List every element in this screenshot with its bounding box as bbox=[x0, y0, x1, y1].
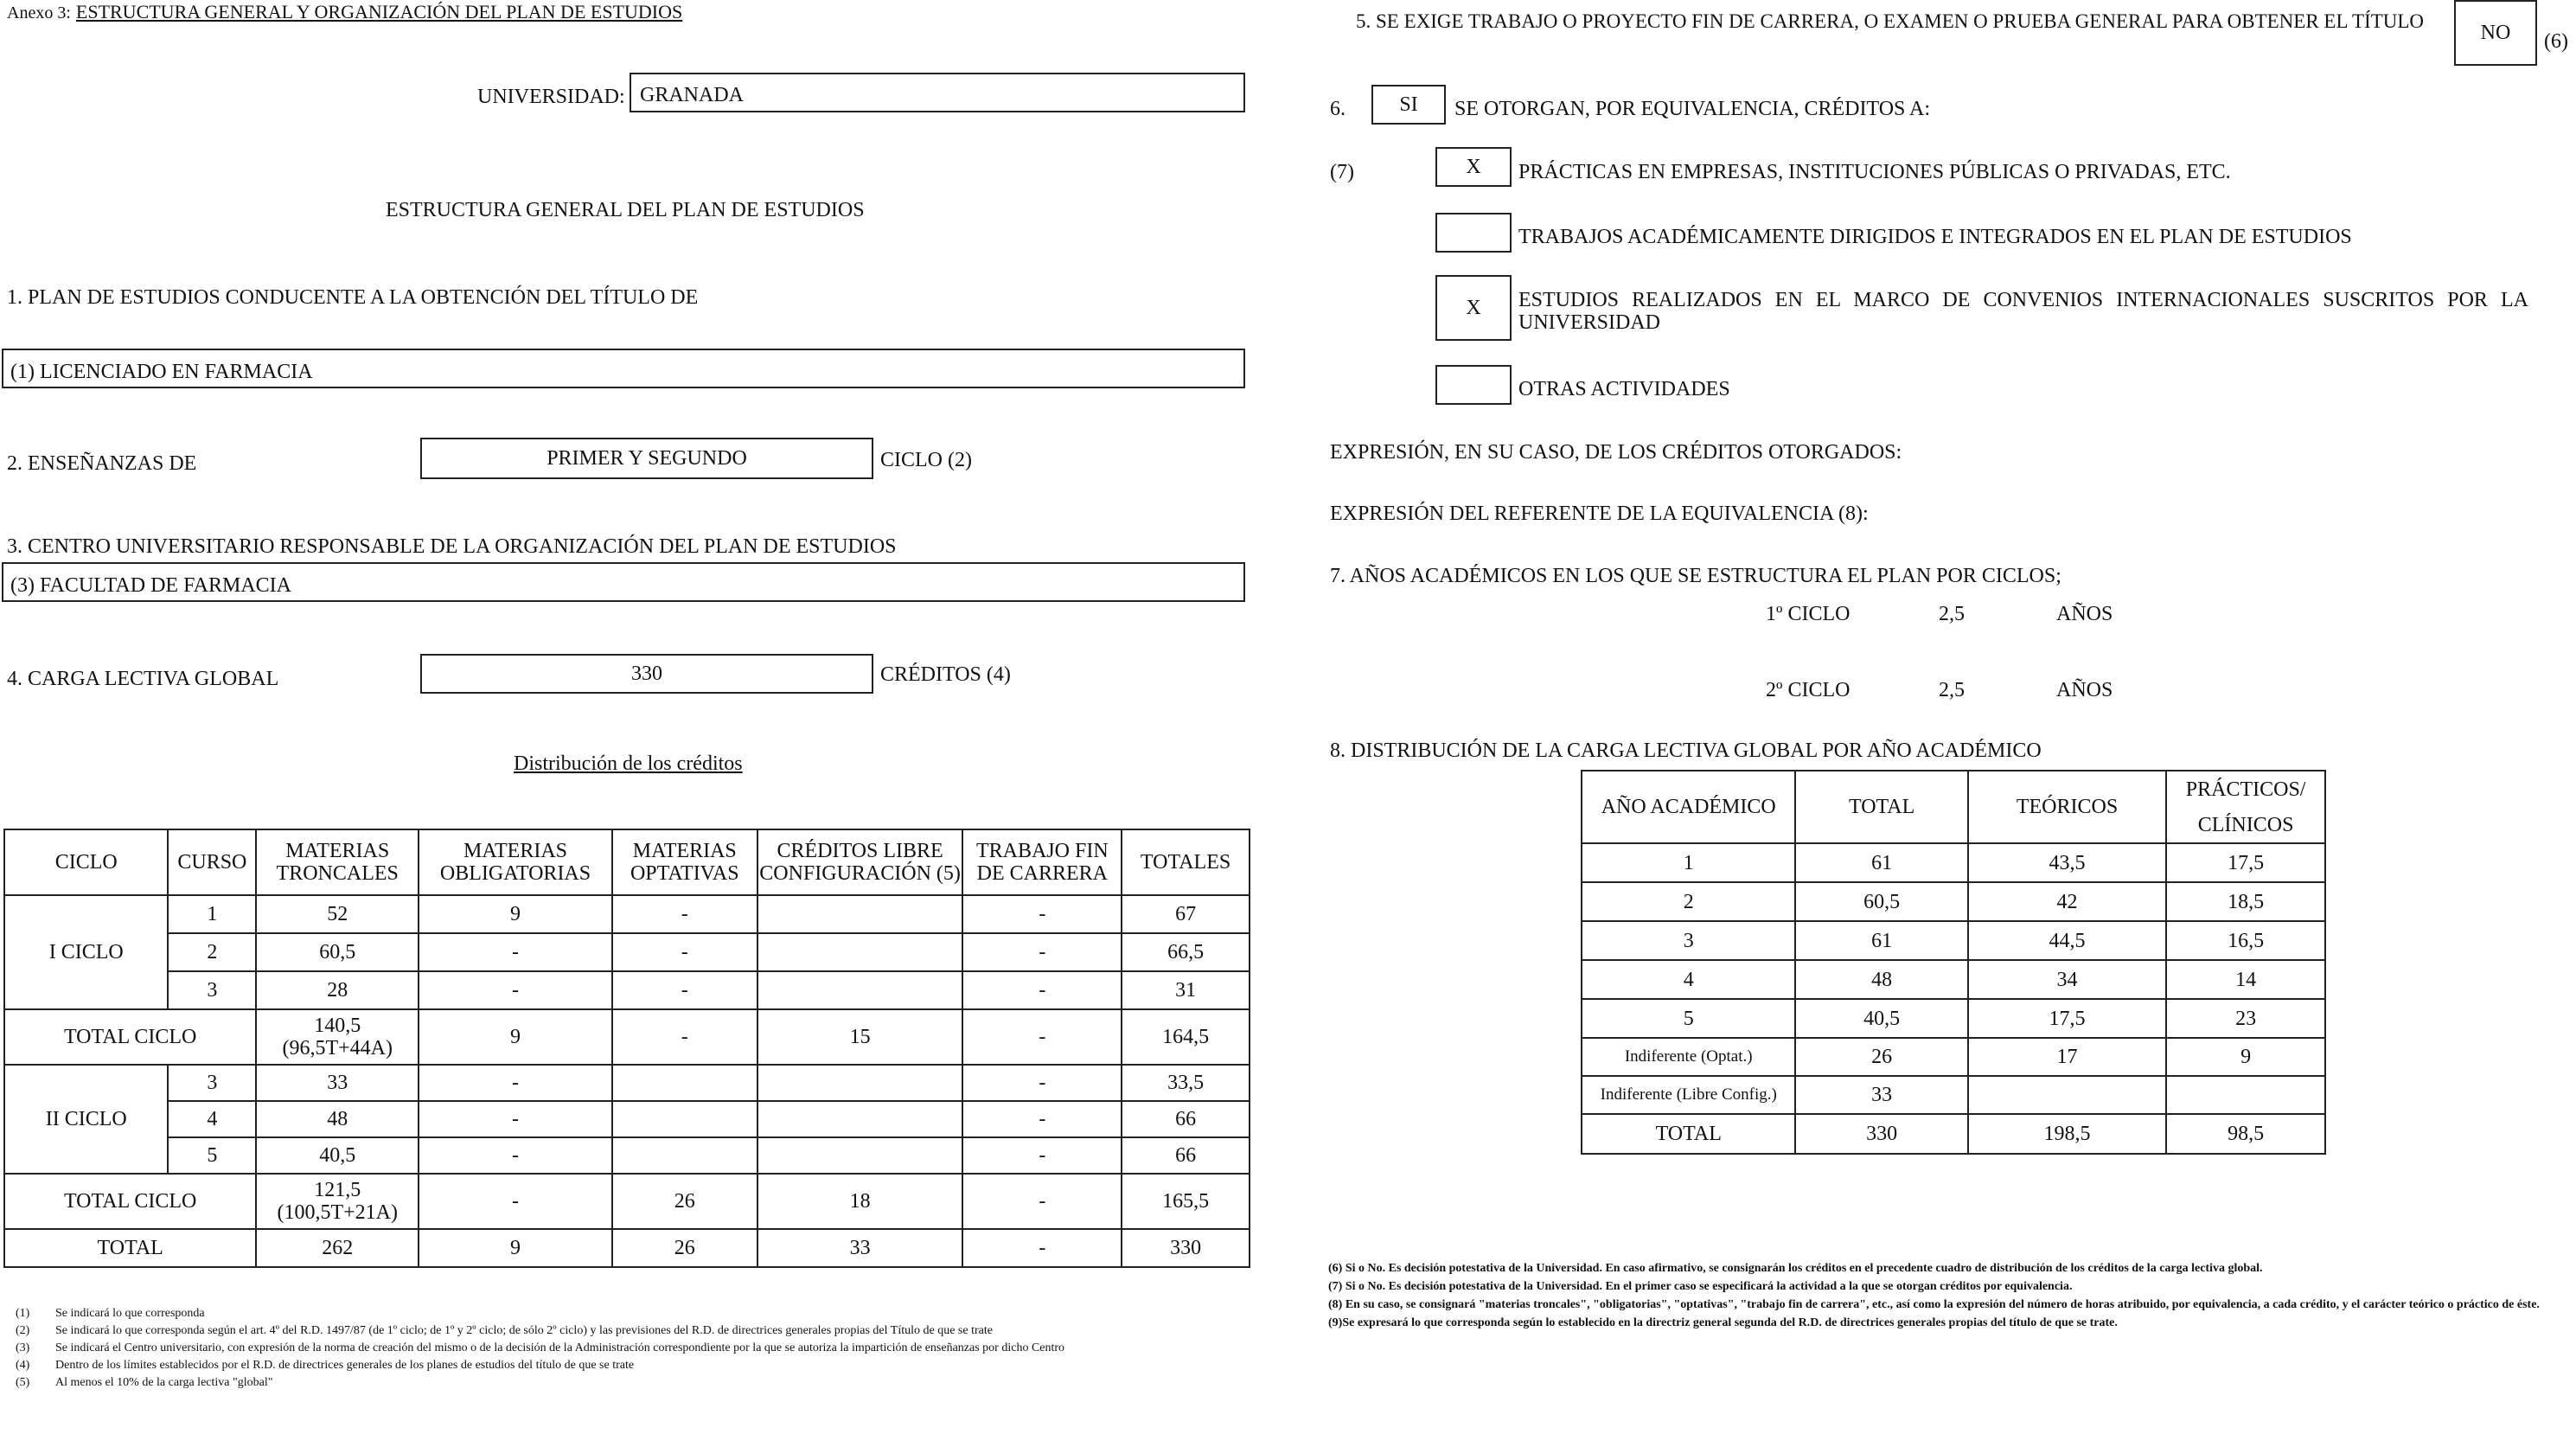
section-2-suffix: CICLO (2) bbox=[880, 449, 972, 471]
checkbox-international[interactable] bbox=[1435, 275, 1512, 341]
cell: 18 bbox=[757, 1174, 963, 1229]
cell: 16,5 bbox=[2166, 921, 2325, 960]
cycle-1-years-value: 2,5 bbox=[1939, 603, 1965, 625]
footnote: (6) Si o No. Es decisión potestativa de la Universidad. En caso afirmativo, se consignarán los créditos en el precedente cuadro de distribución de los créditos de la carga lectiva global. bbox=[1328, 1262, 2263, 1275]
final-project-field[interactable] bbox=[2454, 0, 2537, 66]
header-free-config: CRÉDITOS LIBRE CONFIGURACIÓN (5) bbox=[757, 829, 963, 895]
cell: 165,5 bbox=[1122, 1174, 1250, 1229]
teaching-cycles-value: PRIMER Y SEGUNDO bbox=[547, 447, 747, 470]
cell: 67 bbox=[1122, 895, 1250, 933]
cell: 42 bbox=[1968, 882, 2166, 921]
cell: - bbox=[962, 1137, 1122, 1174]
core-total: 121,5 bbox=[314, 1179, 361, 1201]
cell: 198,5 bbox=[1968, 1114, 2166, 1154]
cell: 43,5 bbox=[1968, 843, 2166, 882]
cell: 31 bbox=[1122, 971, 1250, 1009]
header-mandatory: MATERIAS OBLIGATORIAS bbox=[419, 829, 612, 895]
annex-heading bbox=[7, 0, 682, 25]
cell: 40,5 bbox=[1795, 999, 1967, 1038]
cell: - bbox=[612, 1009, 757, 1065]
section-5-note: (6) bbox=[2544, 30, 2568, 53]
section-7-label: 7. AÑOS ACADÉMICOS EN LOS QUE SE ESTRUCTURA EL PLAN POR CICLOS; bbox=[1330, 565, 2061, 587]
cell: - bbox=[962, 1229, 1122, 1267]
cycle-1-years-label: 1º CICLO bbox=[1766, 603, 1851, 625]
cell: 4 bbox=[168, 1101, 256, 1137]
cell: 26 bbox=[612, 1174, 757, 1229]
table-header-row bbox=[4, 829, 1250, 895]
general-structure-title: ESTRUCTURA GENERAL DEL PLAN DE ESTUDIOS bbox=[386, 199, 865, 221]
cell: 98,5 bbox=[2166, 1114, 2325, 1154]
cell: 66 bbox=[1122, 1101, 1250, 1137]
table-row bbox=[1582, 960, 2325, 999]
cell bbox=[757, 895, 963, 933]
cell: 3 bbox=[168, 1065, 256, 1101]
cell: - bbox=[962, 933, 1122, 971]
table-row bbox=[1582, 1038, 2325, 1076]
section-5-text: 5. SE EXIGE TRABAJO O PROYECTO FIN DE CARRERA, O EXAMEN O PRUEBA GENERAL PARA OBTENER EL TÍTULO bbox=[1356, 10, 2425, 32]
cell: 18,5 bbox=[2166, 882, 2325, 921]
cell: 40,5 bbox=[256, 1137, 419, 1174]
footnote-text: Al menos el 10% de la carga lectiva "global" bbox=[55, 1376, 273, 1389]
cell: 330 bbox=[1795, 1114, 1967, 1154]
cell: 48 bbox=[256, 1101, 419, 1137]
grand-total-label: TOTAL bbox=[4, 1229, 256, 1267]
cell: 3 bbox=[168, 971, 256, 1009]
annex-title: ESTRUCTURA GENERAL Y ORGANIZACIÓN DEL PLAN DE ESTUDIOS bbox=[75, 1, 683, 22]
year-distribution-table bbox=[1581, 770, 2326, 1155]
footnote bbox=[16, 1358, 1249, 1373]
credits-distribution-table bbox=[3, 829, 1250, 1268]
option-other-label: OTRAS ACTIVIDADES bbox=[1518, 378, 1730, 400]
footnote-text: Dentro de los límites establecidos por el R.D. de directrices generales de los planes de estudios del título de que se trate bbox=[55, 1359, 635, 1372]
cell: 15 bbox=[757, 1009, 963, 1065]
cell: 60,5 bbox=[1795, 882, 1967, 921]
footnotes-left bbox=[16, 1306, 1249, 1391]
cell: 9 bbox=[419, 1009, 612, 1065]
header-totals: TOTALES bbox=[1122, 829, 1250, 895]
university-label: UNIVERSIDAD: bbox=[477, 86, 625, 108]
footnote bbox=[16, 1306, 1249, 1322]
cell: 44,5 bbox=[1968, 921, 2166, 960]
cell bbox=[757, 971, 963, 1009]
footnote-num: (1) bbox=[16, 1307, 30, 1320]
cell: 66 bbox=[1122, 1137, 1250, 1174]
cell bbox=[612, 1101, 757, 1137]
cell: - bbox=[612, 933, 757, 971]
section-8-label: 8. DISTRIBUCIÓN DE LA CARGA LECTIVA GLOBAL POR AÑO ACADÉMICO bbox=[1330, 739, 2042, 762]
table-row bbox=[1582, 1076, 2325, 1114]
cell: 23 bbox=[2166, 999, 2325, 1038]
core-breakdown: (100,5T+21A) bbox=[277, 1201, 398, 1224]
cell: 17 bbox=[1968, 1038, 2166, 1076]
cell: 5 bbox=[168, 1137, 256, 1174]
option-international-label: ESTUDIOS REALIZADOS EN EL MARCO DE CONVENIOS INTERNACIONALES SUSCRITOS POR LA UNIVERSIDAD bbox=[1518, 289, 2528, 334]
total-cycle-2-row bbox=[4, 1174, 1250, 1229]
cell bbox=[757, 933, 963, 971]
equivalence-value: SI bbox=[1399, 93, 1418, 116]
table-row bbox=[1582, 999, 2325, 1038]
note-7: (7) bbox=[1330, 161, 1354, 183]
option-directed-work-label: TRABAJOS ACADÉMICAMENTE DIRIGIDOS E INTEGRADOS EN EL PLAN DE ESTUDIOS bbox=[1518, 226, 2352, 248]
cell: - bbox=[419, 1137, 612, 1174]
cell bbox=[2166, 1076, 2325, 1114]
cell: - bbox=[962, 1009, 1122, 1065]
cell: TOTAL bbox=[1582, 1114, 1795, 1154]
table-row bbox=[4, 1101, 1250, 1137]
cell: 9 bbox=[419, 895, 612, 933]
footnote: (8) En su caso, se consignará "materias troncales", "obligatorias", "optativas", "trabajo fin de carrera", etc., así como la expresión del número de horas atribuido, por equivalencia, a cada crédito, y el carácter teórico o práctico de éste. bbox=[1328, 1298, 2540, 1311]
footnote-num: (5) bbox=[16, 1376, 30, 1389]
section-4-label: 4. CARGA LECTIVA GLOBAL bbox=[7, 668, 279, 690]
cell: - bbox=[962, 971, 1122, 1009]
table-row bbox=[4, 1137, 1250, 1174]
cell bbox=[612, 1065, 757, 1101]
cell bbox=[256, 1174, 419, 1229]
footnote bbox=[16, 1323, 1249, 1339]
cell bbox=[757, 1137, 963, 1174]
faculty-field[interactable] bbox=[2, 562, 1245, 602]
cell: 61 bbox=[1795, 921, 1967, 960]
cell: 33,5 bbox=[1122, 1065, 1250, 1101]
section-2-label: 2. ENSEÑANZAS DE bbox=[7, 452, 197, 475]
cell: - bbox=[962, 1101, 1122, 1137]
total-cycle-label: TOTAL CICLO bbox=[4, 1009, 256, 1065]
header-course: CURSO bbox=[168, 829, 256, 895]
faculty-value: (3) FACULTAD DE FARMACIA bbox=[10, 574, 291, 597]
cell bbox=[757, 1101, 963, 1137]
cell: Indiferente (Libre Config.) bbox=[1582, 1076, 1795, 1114]
cell: 66,5 bbox=[1122, 933, 1250, 971]
cell: Indiferente (Optat.) bbox=[1582, 1038, 1795, 1076]
university-value: GRANADA bbox=[640, 84, 744, 106]
cell: - bbox=[962, 1065, 1122, 1101]
grand-total-row bbox=[4, 1229, 1250, 1267]
cell: - bbox=[612, 971, 757, 1009]
footnote-num: (3) bbox=[16, 1341, 30, 1354]
cell: - bbox=[419, 971, 612, 1009]
cell: 3 bbox=[1582, 921, 1795, 960]
footnote-text: Se indicará el Centro universitario, con expresión de la norma de creación del mismo o de la decisión de la Administración correspondiente por la que se autoriza la impartición de enseñanzas por dicho Centro bbox=[55, 1341, 1065, 1354]
cell: 9 bbox=[419, 1229, 612, 1267]
equivalence-field[interactable] bbox=[1371, 85, 1446, 125]
cell: 34 bbox=[1968, 960, 2166, 999]
check-mark: X bbox=[1466, 156, 1481, 178]
footnote bbox=[16, 1341, 1249, 1356]
footnote: (9)Se expresará lo que corresponda según lo establecido en la directriz general segunda del R.D. de directrices generales propias del título de que se trate. bbox=[1328, 1316, 2118, 1329]
cell bbox=[612, 1137, 757, 1174]
cell: 26 bbox=[612, 1229, 757, 1267]
final-project-value: NO bbox=[2480, 22, 2511, 44]
total-cycle-label: TOTAL CICLO bbox=[4, 1174, 256, 1229]
cell: 164,5 bbox=[1122, 1009, 1250, 1065]
cell: 330 bbox=[1122, 1229, 1250, 1267]
table-row bbox=[4, 971, 1250, 1009]
cell bbox=[1968, 1076, 2166, 1114]
cycle-2-years-label: 2º CICLO bbox=[1766, 679, 1851, 701]
cycle-2-years-value: 2,5 bbox=[1939, 679, 1965, 701]
section-6-number: 6. bbox=[1330, 98, 1346, 120]
checkbox-directed-work[interactable] bbox=[1435, 213, 1512, 253]
university-field[interactable] bbox=[630, 73, 1245, 112]
cell: 52 bbox=[256, 895, 419, 933]
cell: - bbox=[612, 895, 757, 933]
equivalence-reference-label: EXPRESIÓN DEL REFERENTE DE LA EQUIVALENCIA (8): bbox=[1330, 503, 1869, 525]
cycle-2-years-unit: AÑOS bbox=[2056, 679, 2113, 701]
annex-label: Anexo 3: bbox=[7, 3, 71, 22]
cycle-1-label: I CICLO bbox=[4, 895, 168, 1009]
global-load-field[interactable] bbox=[420, 654, 873, 694]
cell: 33 bbox=[757, 1229, 963, 1267]
cell: 5 bbox=[1582, 999, 1795, 1038]
cell: 33 bbox=[256, 1065, 419, 1101]
header-practical: PRÁCTICOS/ bbox=[2166, 771, 2325, 807]
header-optional: MATERIAS OPTATIVAS bbox=[612, 829, 757, 895]
header-clinical: CLÍNICOS bbox=[2166, 807, 2325, 843]
table-row bbox=[4, 933, 1250, 971]
cell: 1 bbox=[168, 895, 256, 933]
cell: - bbox=[419, 1174, 612, 1229]
table-row bbox=[4, 1065, 1250, 1101]
header-cycle: CICLO bbox=[4, 829, 168, 895]
section-4-suffix: CRÉDITOS (4) bbox=[880, 663, 1011, 686]
cell: 17,5 bbox=[1968, 999, 2166, 1038]
footnote-text: Se indicará lo que corresponda según el art. 4º del R.D. 1497/87 (de 1º ciclo; de 1º y 2º ciclo; de sólo 2º ciclo) y las previsiones del R.D. de directrices generales propias del Título de que se trate bbox=[55, 1324, 993, 1337]
section-1-label: 1. PLAN DE ESTUDIOS CONDUCENTE A LA OBTENCIÓN DEL TÍTULO DE bbox=[7, 286, 699, 309]
cell: 262 bbox=[256, 1229, 419, 1267]
total-cycle-1-row bbox=[4, 1009, 1250, 1065]
cell: 48 bbox=[1795, 960, 1967, 999]
cell: 9 bbox=[2166, 1038, 2325, 1076]
cell: 2 bbox=[1582, 882, 1795, 921]
cell: 4 bbox=[1582, 960, 1795, 999]
checkbox-other[interactable] bbox=[1435, 365, 1512, 405]
cell: - bbox=[419, 1101, 612, 1137]
core-breakdown: (96,5T+44A) bbox=[282, 1037, 393, 1059]
checkbox-internships[interactable] bbox=[1435, 147, 1512, 187]
global-load-value: 330 bbox=[631, 663, 662, 685]
core-total: 140,5 bbox=[314, 1015, 361, 1037]
cell: 2 bbox=[168, 933, 256, 971]
section-3-label: 3. CENTRO UNIVERSITARIO RESPONSABLE DE LA ORGANIZACIÓN DEL PLAN DE ESTUDIOS bbox=[7, 535, 897, 558]
header-final-project: TRABAJO FIN DE CARRERA bbox=[962, 829, 1122, 895]
cell: 28 bbox=[256, 971, 419, 1009]
cell: - bbox=[962, 895, 1122, 933]
cell: 14 bbox=[2166, 960, 2325, 999]
cycle-1-years-unit: AÑOS bbox=[2056, 603, 2113, 625]
table-row bbox=[1582, 843, 2325, 882]
table-header-row bbox=[1582, 771, 2325, 807]
cell bbox=[757, 1065, 963, 1101]
cell: - bbox=[962, 1174, 1122, 1229]
header-core: MATERIAS TRONCALES bbox=[256, 829, 419, 895]
cell: - bbox=[419, 933, 612, 971]
check-mark: X bbox=[1466, 297, 1481, 319]
footnotes-right bbox=[1328, 1261, 2549, 1331]
footnote bbox=[16, 1375, 1249, 1391]
degree-title-value: (1) LICENCIADO EN FARMACIA bbox=[10, 361, 313, 383]
cycle-2-label: II CICLO bbox=[4, 1065, 168, 1174]
credits-expression-label: EXPRESIÓN, EN SU CASO, DE LOS CRÉDITOS OTORGADOS: bbox=[1330, 441, 1902, 464]
cell: 1 bbox=[1582, 843, 1795, 882]
header-year: AÑO ACADÉMICO bbox=[1582, 771, 1795, 843]
cell: - bbox=[419, 1065, 612, 1101]
year-total-row bbox=[1582, 1114, 2325, 1154]
footnote: (7) Si o No. Es decisión potestativa de la Universidad. En el primer caso se especificará la actividad a la que se otorgan créditos por equivalencia. bbox=[1328, 1280, 2073, 1293]
section-6-text: SE OTORGAN, POR EQUIVALENCIA, CRÉDITOS A: bbox=[1454, 98, 1931, 120]
cell: 26 bbox=[1795, 1038, 1967, 1076]
degree-title-field[interactable] bbox=[2, 349, 1245, 388]
footnote-text: Se indicará lo que corresponda bbox=[55, 1307, 205, 1320]
credits-distribution-title: Distribución de los créditos bbox=[514, 752, 743, 775]
cell: 17,5 bbox=[2166, 843, 2325, 882]
table-row bbox=[1582, 921, 2325, 960]
cell bbox=[256, 1009, 419, 1065]
teaching-cycles-field[interactable] bbox=[420, 438, 873, 479]
cell: 60,5 bbox=[256, 933, 419, 971]
option-internships-label: PRÁCTICAS EN EMPRESAS, INSTITUCIONES PÚBLICAS O PRIVADAS, ETC. bbox=[1518, 161, 2231, 183]
table-row bbox=[1582, 882, 2325, 921]
footnote-num: (4) bbox=[16, 1359, 30, 1372]
table-row bbox=[4, 895, 1250, 933]
header-total: TOTAL bbox=[1795, 771, 1967, 843]
footnote-num: (2) bbox=[16, 1324, 30, 1337]
cell: 61 bbox=[1795, 843, 1967, 882]
cell: 33 bbox=[1795, 1076, 1967, 1114]
header-theory: TEÓRICOS bbox=[1968, 771, 2166, 843]
